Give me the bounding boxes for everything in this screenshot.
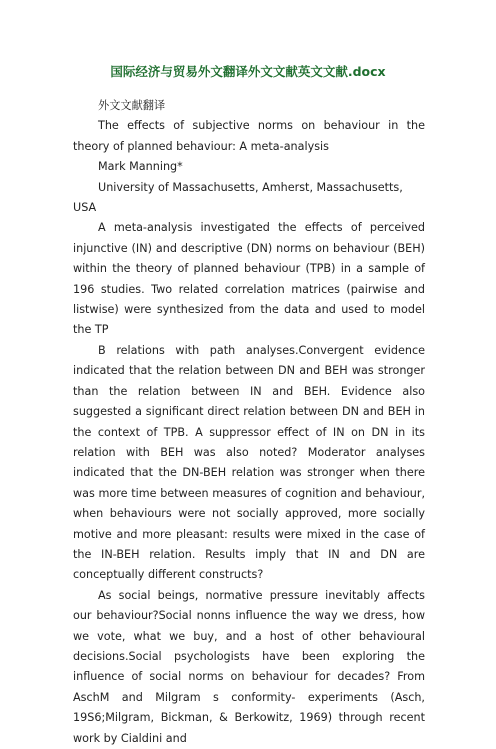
document-title: 国际经济与贸易外文翻译外文文献英文文献.docx bbox=[110, 64, 386, 79]
document-body bbox=[73, 96, 425, 749]
author-affiliation: University of Massachusetts, Amherst, Massachusetts, USA bbox=[73, 180, 403, 215]
body-paragraph: As social beings, normative pressure inevitably affects our behaviour?Social nonns influence the way we dress, how we vote, what we buy, and a host of other behavioural decisions.Social psychologists have been exploring the influence of social norms on behaviour for decades? From AschM and Milgram s conformity- experiments (Asch, 19S6;Milgram, Bickman, & Berkowitz, 1969) through recent work by Cialdini and bbox=[73, 588, 425, 745]
abstract-paragraph-2: B relations with path analyses.Convergent evidence indicated that the relation between DN and BEH was stronger than the relation between IN and BEH. Evidence also suggested a significant direct relation between DN and BEH in the context of TPB. A suppressor effect of IN on DN in its relation with BEH was also noted? Moderator analyses indicated that the DN-BEH relation was stronger when there was more time between measures of cognition and behaviour, when behaviours were not socially approved, more socially motive and more pleasant: results were mixed in the case of the IN-BEH relation. Results imply that IN and DN are conceptually different constructs? bbox=[73, 343, 425, 582]
paper-title: The effects of subjective norms on behaviour in the theory of planned behaviour: A meta-analysis bbox=[73, 119, 425, 153]
abstract-paragraph-1: A meta-analysis investigated the effects of perceived injunctive (IN) and descriptive (DN) norms on behaviour (BEH) within the theory of planned behaviour (TPB) in a sample of 196 studies. Two related correlation matrices (pairwise and listwise) were synthesized from the data and used to model the TP bbox=[73, 221, 425, 337]
author-name: Mark Manning* bbox=[98, 160, 183, 174]
section-heading: 外文文献翻译 bbox=[98, 99, 166, 112]
